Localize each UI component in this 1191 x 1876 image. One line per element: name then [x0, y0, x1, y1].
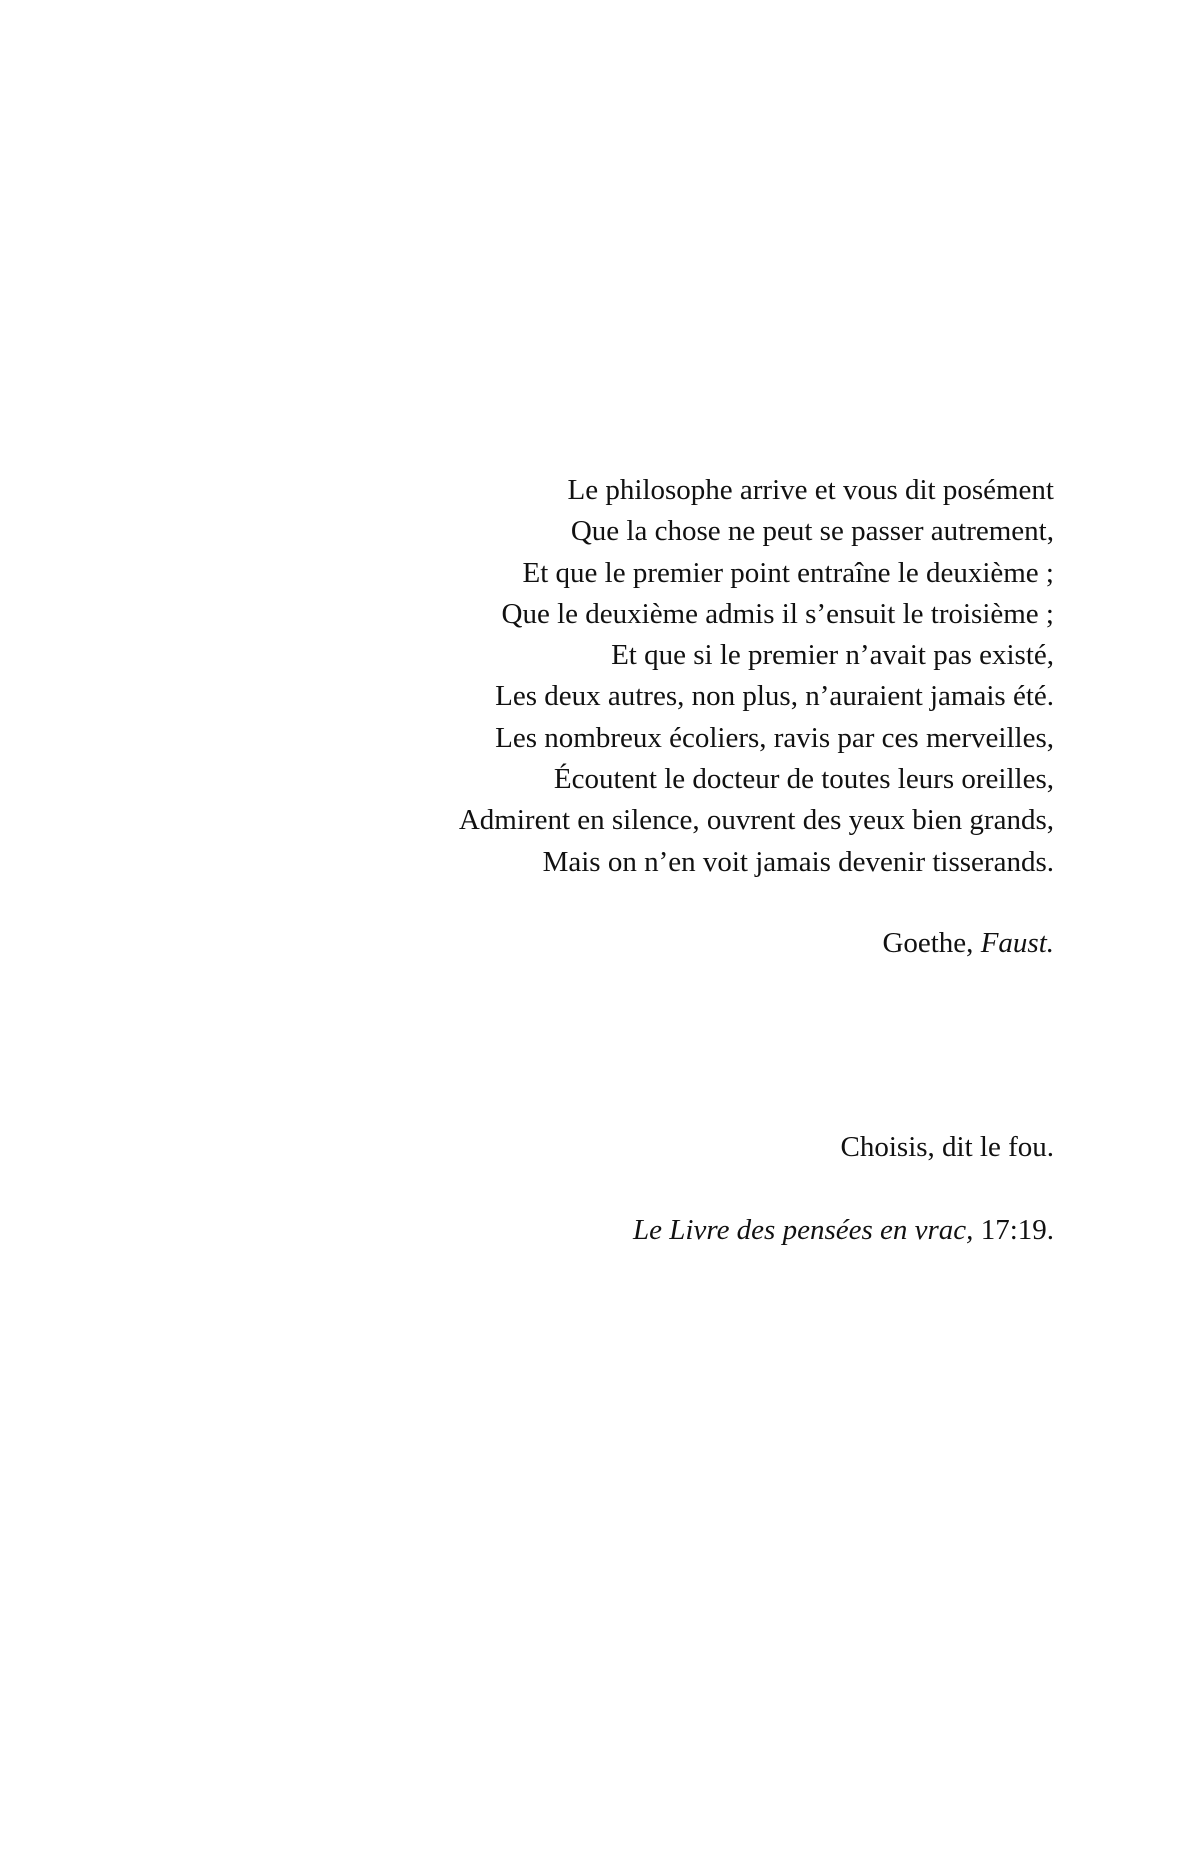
attribution-author: Goethe,	[882, 927, 981, 959]
goethe-poem	[459, 470, 1054, 883]
poem-line-5: Et que si le premier n’avait pas existé,	[611, 639, 1054, 672]
attribution-work-title: Faust.	[980, 927, 1054, 959]
poem-line-9: Admirent en silence, ouvrent des yeux bien grands,	[458, 804, 1054, 837]
goethe-attribution	[882, 923, 1054, 964]
fool-quote	[841, 1127, 1054, 1168]
poem-line-10: Mais on n’en voit jamais devenir tisserands.	[542, 845, 1054, 878]
attribution-book-title: Le Livre des pensées en vrac,	[633, 1214, 974, 1246]
fool-quote-text: Choisis, dit le fou.	[840, 1131, 1054, 1163]
poem-line-1: Le philosophe arrive et vous dit posément	[567, 474, 1054, 506]
poem-line-8: Écoutent le docteur de toutes leurs oreilles,	[553, 763, 1054, 796]
poem-line-4: Que le deuxième admis il s’ensuit le troisième ;	[501, 597, 1054, 630]
poem-line-6: Les deux autres, non plus, n’auraient jamais été.	[495, 680, 1054, 713]
fool-attribution	[633, 1210, 1054, 1251]
attribution-reference: 17:19.	[973, 1214, 1054, 1246]
poem-line-2: Que la chose ne peut se passer autrement,	[570, 515, 1054, 548]
poem-line-7: Les nombreux écoliers, ravis par ces merveilles,	[495, 721, 1054, 754]
poem-line-3: Et que le premier point entraîne le deuxième ;	[522, 556, 1054, 589]
